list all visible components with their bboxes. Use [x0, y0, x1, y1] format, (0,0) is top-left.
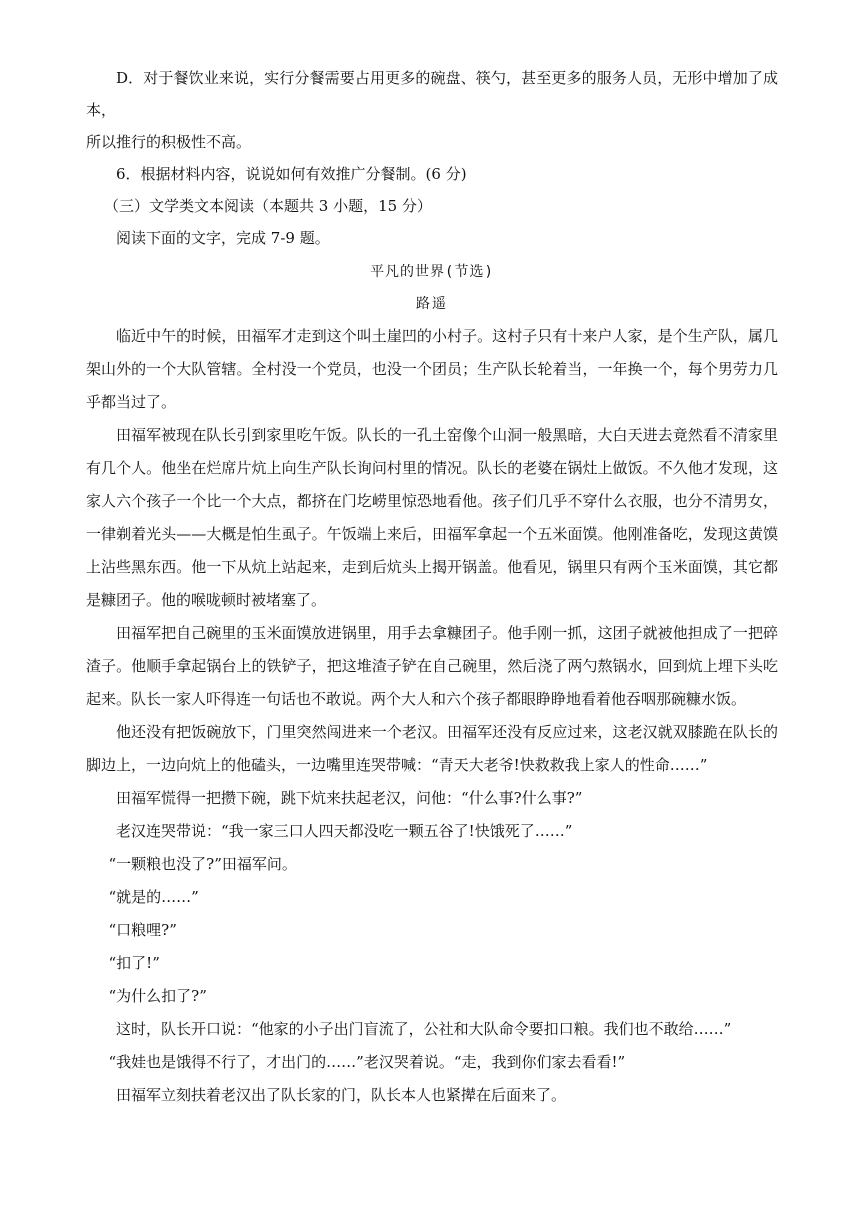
option-d-line1: D．对于餐饮业来说，实行分餐需要占用更多的碗盘、筷勺，甚至更多的服务人员，无形中增加了成本，: [86, 69, 778, 119]
article-author: 路遥: [416, 296, 448, 312]
dialogue-line: “口粮哩?”: [108, 921, 177, 939]
question-6: 6．根据材料内容，说说如何有效推广分餐制。(6 分): [116, 165, 467, 183]
article-paragraph: 田福军把自己碗里的玉米面馍放进锅里，用手去拿糠团子。他手刚一抓，这团子就被他担成了一把碎渣子。他顺手拿起锅台上的铁铲子，把这堆渣子铲在自己碗里，然后浇了两勺熬锅水，回到炕上埋下头吃起来。队长一家人吓得连一句话也不敢说。两个大人和六个孩子都眼睁睁地看着他吞咽那碗糠水饭。: [86, 624, 778, 708]
reading-instruction: 阅读下面的文字，完成 7-9 题。: [116, 229, 330, 247]
article-paragraph: 他还没有把饭碗放下，门里突然闯进来一个老汉。田福军还没有反应过来，这老汉就双膝跪在队长的脚边上，一边向炕上的他磕头，一边嘴里连哭带喊：“青天大老爷!快救救我上家人的性命……”: [86, 723, 778, 774]
article-paragraph: 临近中午的时候，田福军才走到这个叫土崖凹的小村子。这村子只有十来户人家，是个生产队，属几架山外的一个大队管辖。全村没一个党员，也没一个团员；生产队长轮着当，一年换一个，每个男劳力几乎都当过了。: [86, 327, 778, 411]
dialogue-line: “为什么扣了?”: [108, 987, 207, 1005]
document-page: [86, 62, 778, 1112]
article-title: 平凡的世界(节选): [370, 264, 494, 280]
dialogue-line: “就是的……”: [108, 888, 199, 906]
article-paragraph: 田福军被现在队长引到家里吃午饭。队长的一孔土窑像个山洞一般黑暗，大白天进去竟然看不清家里有几个人。他坐在烂席片炕上向生产队长询问村里的情况。队长的老婆在锅灶上做饭。不久他才发现，这家人六个孩子一个比一个大点，都挤在门圪崂里惊恐地看他。孩子们几乎不穿什么衣服，也分不清男女，一律剃着光头——大概是怕生虱子。午饭端上来后，田福军拿起一个五米面馍。他刚准备吃，发现这黄馍上沾些黑东西。他一下从炕上站起来，走到后炕头上揭开锅盖。他看见，锅里只有两个玉米面馍，其它都是糠团子。他的喉咙顿时被堵塞了。: [86, 426, 778, 609]
dialogue-line: 这时，队长开口说：“他家的小子出门盲流了，公社和大队命令要扣口粮。我们也不敢给……”: [116, 1020, 732, 1038]
dialogue-line: “扣了!”: [108, 954, 160, 972]
article-body: [86, 320, 778, 1112]
dialogue-line: “一颗粮也没了?”田福军问。: [108, 855, 297, 873]
option-d-line2: 所以推行的积极性不高。: [86, 133, 252, 151]
dialogue-line: 田福军立刻扶着老汉出了队长家的门，队长本人也紧撵在后面来了。: [116, 1086, 567, 1104]
section-3-heading: （三）文学类文本阅读（本题共 3 小题，15 分）: [104, 197, 432, 215]
dialogue-line: 老汉连哭带说：“我一家三口人四天都没吃一颗五谷了!快饿死了……”: [116, 822, 573, 840]
dialogue-line: 田福军慌得一把攒下碗，跳下炕来扶起老汉，问他：“什么事?什么事?”: [116, 789, 583, 807]
dialogue-line: “我娃也是饿得不行了，才出门的……”老汉哭着说。“走，我到你们家去看看!”: [108, 1053, 626, 1071]
